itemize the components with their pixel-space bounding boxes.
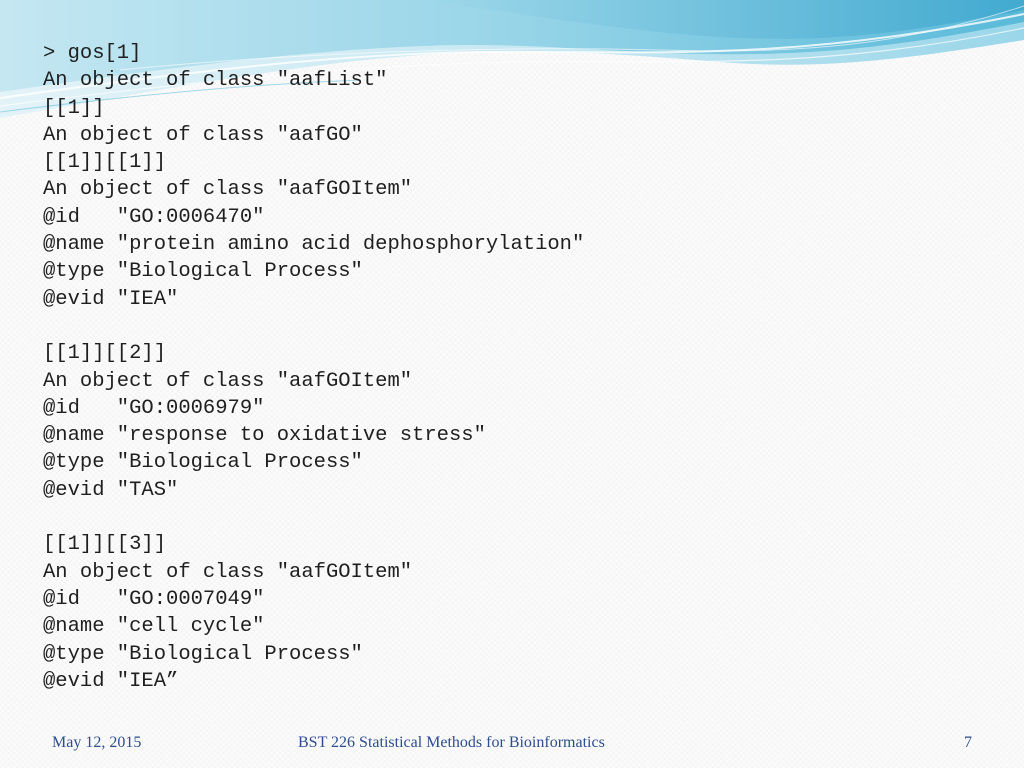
code-line: An object of class "aafGOItem" [43,178,413,202]
code-line: An object of class "aafGO" [43,123,363,147]
code-line: An object of class "aafList" [43,69,388,93]
code-line: @id "GO:0007049" [43,587,265,611]
code-line: @evid "IEA” [43,669,179,693]
code-line: An object of class "aafGOItem" [43,369,413,393]
code-line: @name "cell cycle" [43,615,265,639]
code-line-blank [43,313,584,340]
code-output-block [43,40,584,695]
footer-date: May 12, 2015 [52,734,142,751]
code-line-blank [43,504,584,531]
code-line: @type "Biological Process" [43,642,363,666]
code-line: An object of class "aafGOItem" [43,560,413,584]
code-line: @name "protein amino acid dephosphorylation" [43,233,585,257]
footer-title: BST 226 Statistical Methods for Bioinformatics [298,734,605,751]
code-line: @name "response to oxidative stress" [43,424,486,448]
code-line: @id "GO:0006470" [43,205,265,229]
code-line: [[1]][[2]] [43,342,167,366]
code-line: @type "Biological Process" [43,260,363,284]
code-line: @id "GO:0006979" [43,396,265,420]
code-line: @evid "IEA" [43,287,179,311]
code-line: > gos[1] [43,42,142,65]
code-line: [[1]] [43,96,105,120]
code-line: [[1]][[3]] [43,533,167,557]
code-line: [[1]][[1]] [43,151,167,175]
code-line: @evid "TAS" [43,478,179,502]
code-line: @type "Biological Process" [43,451,363,475]
slide-number: 7 [964,734,972,751]
